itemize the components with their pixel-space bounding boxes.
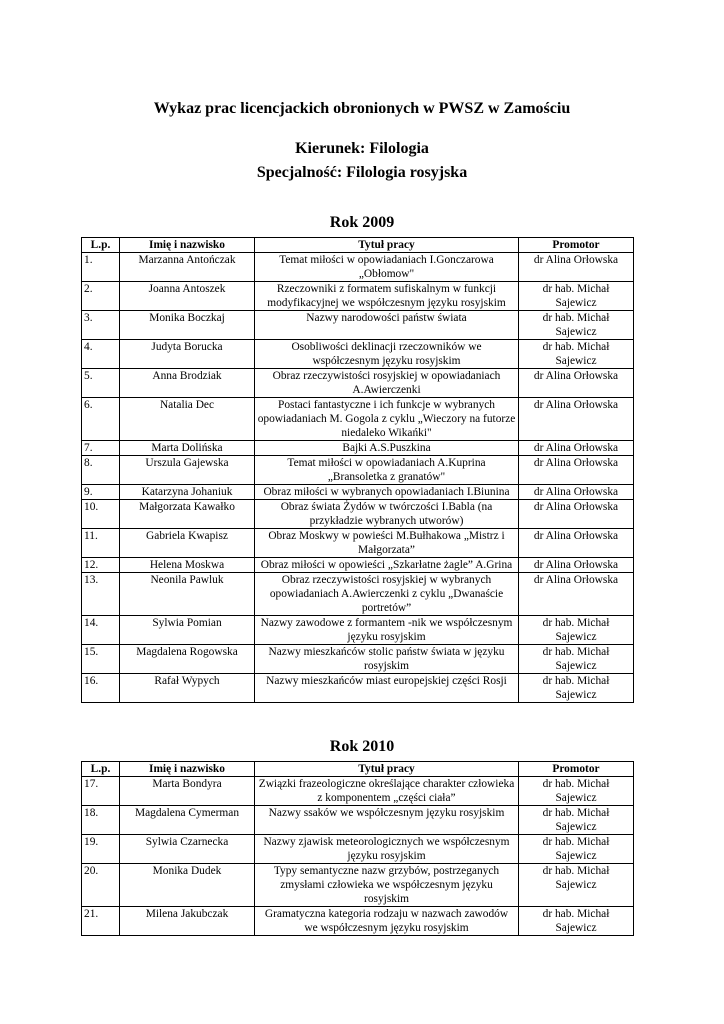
cell-title: Bajki A.S.Puszkina (255, 441, 519, 456)
table-row (82, 907, 634, 936)
column-header-promotor: Promotor (519, 238, 634, 253)
cell-promotor: dr Alina Orłowska (519, 500, 634, 529)
column-header-title: Tytuł pracy (255, 762, 519, 777)
kierunek-heading: Kierunek: Filologia (295, 140, 429, 157)
table-row (82, 369, 634, 398)
year-heading-2009: Rok 2009 (329, 214, 395, 231)
cell-name: Marta Bondyra (120, 777, 255, 806)
cell-promotor: dr Alina Orłowska (519, 441, 634, 456)
cell-title: Obraz świata Żydów w twórczości I.Babla (na przykładzie wybranych utworów) (255, 500, 519, 529)
cell-title: Temat miłości w opowiadaniach A.Kuprina „Bransoletka z granatów" (255, 456, 519, 485)
cell-promotor: dr Alina Orłowska (519, 573, 634, 616)
cell-lp: 5. (82, 369, 120, 398)
table-row (82, 253, 634, 282)
cell-lp: 3. (82, 311, 120, 340)
cell-title: Obraz rzeczywistości rosyjskiej w opowiadaniach A.Awierczenki (255, 369, 519, 398)
cell-promotor: dr hab. Michał Sajewicz (519, 835, 634, 864)
cell-lp: 2. (82, 282, 120, 311)
cell-lp: 7. (82, 441, 120, 456)
column-header-lp: L.p. (82, 238, 120, 253)
cell-lp: 20. (82, 864, 120, 907)
cell-lp: 4. (82, 340, 120, 369)
theses-table-2009 (81, 237, 634, 703)
table-row (82, 456, 634, 485)
cell-name: Marzanna Antończak (120, 253, 255, 282)
cell-name: Rafał Wypych (120, 674, 255, 703)
column-header-promotor: Promotor (519, 762, 634, 777)
cell-promotor: dr hab. Michał Sajewicz (519, 616, 634, 645)
cell-name: Natalia Dec (120, 398, 255, 441)
cell-promotor: dr Alina Orłowska (519, 398, 634, 441)
cell-lp: 16. (82, 674, 120, 703)
table-row (82, 398, 634, 441)
table-body (82, 777, 634, 936)
cell-promotor: dr hab. Michał Sajewicz (519, 777, 634, 806)
table-row (82, 777, 634, 806)
cell-lp: 19. (82, 835, 120, 864)
cell-title: Rzeczowniki z formatem sufiskalnym w funkcji modyfikacyjnej we współczesnym języku rosyjskim (255, 282, 519, 311)
table-row (82, 674, 634, 703)
table-header (82, 762, 634, 777)
specjalnosc-heading: Specjalność: Filologia rosyjska (256, 164, 468, 181)
column-header-name: Imię i nazwisko (120, 762, 255, 777)
cell-name: Magdalena Rogowska (120, 645, 255, 674)
table-header (82, 238, 634, 253)
cell-title: Osobliwości deklinacji rzeczowników we współczesnym języku rosyjskim (255, 340, 519, 369)
table-row (82, 864, 634, 907)
cell-title: Obraz miłości w opowieści „Szkarłatne żagle” A.Grina (255, 558, 519, 573)
cell-title: Obraz miłości w wybranych opowiadaniach I.Biunina (255, 485, 519, 500)
cell-lp: 13. (82, 573, 120, 616)
cell-lp: 10. (82, 500, 120, 529)
cell-title: Nazwy narodowości państw świata (255, 311, 519, 340)
cell-title: Nazwy mieszkańców stolic państw świata w języku rosyjskim (255, 645, 519, 674)
cell-promotor: dr hab. Michał Sajewicz (519, 674, 634, 703)
cell-title: Nazwy zjawisk meteorologicznych we współczesnym języku rosyjskim (255, 835, 519, 864)
cell-lp: 21. (82, 907, 120, 936)
cell-name: Urszula Gajewska (120, 456, 255, 485)
table-row (82, 573, 634, 616)
cell-promotor: dr hab. Michał Sajewicz (519, 340, 634, 369)
year-heading-2010: Rok 2010 (329, 738, 395, 755)
cell-name: Judyta Borucka (120, 340, 255, 369)
table-body (82, 253, 634, 703)
cell-promotor: dr hab. Michał Sajewicz (519, 282, 634, 311)
cell-title: Nazwy ssaków we współczesnym języku rosyjskim (255, 806, 519, 835)
cell-lp: 11. (82, 529, 120, 558)
table-row (82, 500, 634, 529)
cell-promotor: dr Alina Orłowska (519, 456, 634, 485)
cell-name: Małgorzata Kawałko (120, 500, 255, 529)
cell-promotor: dr Alina Orłowska (519, 369, 634, 398)
table-row (82, 311, 634, 340)
cell-name: Joanna Antoszek (120, 282, 255, 311)
cell-title: Typy semantyczne nazw grzybów, postrzeganych zmysłami człowieka we współczesnym języku rosyjskim (255, 864, 519, 907)
cell-name: Sylwia Czarnecka (120, 835, 255, 864)
cell-promotor: dr Alina Orłowska (519, 253, 634, 282)
table-row (82, 340, 634, 369)
cell-name: Milena Jakubczak (120, 907, 255, 936)
table-row (82, 645, 634, 674)
cell-title: Obraz rzeczywistości rosyjskiej w wybranych opowiadaniach A.Awierczenki z cyklu „Dwanaście portretów” (255, 573, 519, 616)
table-row (82, 616, 634, 645)
cell-title: Związki frazeologiczne określające charakter człowieka z komponentem „części ciała” (255, 777, 519, 806)
cell-lp: 15. (82, 645, 120, 674)
table-row (82, 835, 634, 864)
cell-promotor: dr hab. Michał Sajewicz (519, 907, 634, 936)
cell-lp: 18. (82, 806, 120, 835)
cell-promotor: dr hab. Michał Sajewicz (519, 806, 634, 835)
cell-name: Magdalena Cymerman (120, 806, 255, 835)
cell-name: Sylwia Pomian (120, 616, 255, 645)
table-row (82, 558, 634, 573)
cell-promotor: dr hab. Michał Sajewicz (519, 311, 634, 340)
cell-name: Marta Dolińska (120, 441, 255, 456)
cell-title: Nazwy mieszkańców miast europejskiej części Rosji (255, 674, 519, 703)
cell-lp: 9. (82, 485, 120, 500)
cell-title: Gramatyczna kategoria rodzaju w nazwach zawodów we współczesnym języku rosyjskim (255, 907, 519, 936)
cell-name: Anna Brodziak (120, 369, 255, 398)
table-row (82, 529, 634, 558)
column-header-name: Imię i nazwisko (120, 238, 255, 253)
document-title: Wykaz prac licencjackich obronionych w PWSZ w Zamościu (153, 100, 571, 117)
cell-lp: 12. (82, 558, 120, 573)
cell-lp: 1. (82, 253, 120, 282)
column-header-title: Tytuł pracy (255, 238, 519, 253)
cell-name: Neonila Pawluk (120, 573, 255, 616)
table-row (82, 282, 634, 311)
table-row (82, 485, 634, 500)
table-row (82, 441, 634, 456)
cell-promotor: dr Alina Orłowska (519, 485, 634, 500)
cell-lp: 17. (82, 777, 120, 806)
cell-promotor: dr Alina Orłowska (519, 529, 634, 558)
theses-table-2010 (81, 761, 634, 936)
cell-name: Monika Boczkaj (120, 311, 255, 340)
cell-lp: 8. (82, 456, 120, 485)
cell-name: Gabriela Kwapisz (120, 529, 255, 558)
cell-title: Nazwy zawodowe z formantem -nik we współczesnym języku rosyjskim (255, 616, 519, 645)
cell-lp: 14. (82, 616, 120, 645)
cell-promotor: dr Alina Orłowska (519, 558, 634, 573)
cell-title: Temat miłości w opowiadaniach I.Gonczarowa „Obłomow" (255, 253, 519, 282)
cell-title: Obraz Moskwy w powieści M.Bułhakowa „Mistrz i Małgorzata” (255, 529, 519, 558)
cell-promotor: dr hab. Michał Sajewicz (519, 645, 634, 674)
cell-lp: 6. (82, 398, 120, 441)
cell-title: Postaci fantastyczne i ich funkcje w wybranych opowiadaniach M. Gogola z cyklu „Wieczory na futorze niedaleko Wikańki" (255, 398, 519, 441)
cell-name: Helena Moskwa (120, 558, 255, 573)
column-header-lp: L.p. (82, 762, 120, 777)
table-row (82, 806, 634, 835)
cell-name: Katarzyna Johaniuk (120, 485, 255, 500)
cell-name: Monika Dudek (120, 864, 255, 907)
cell-promotor: dr hab. Michał Sajewicz (519, 864, 634, 907)
